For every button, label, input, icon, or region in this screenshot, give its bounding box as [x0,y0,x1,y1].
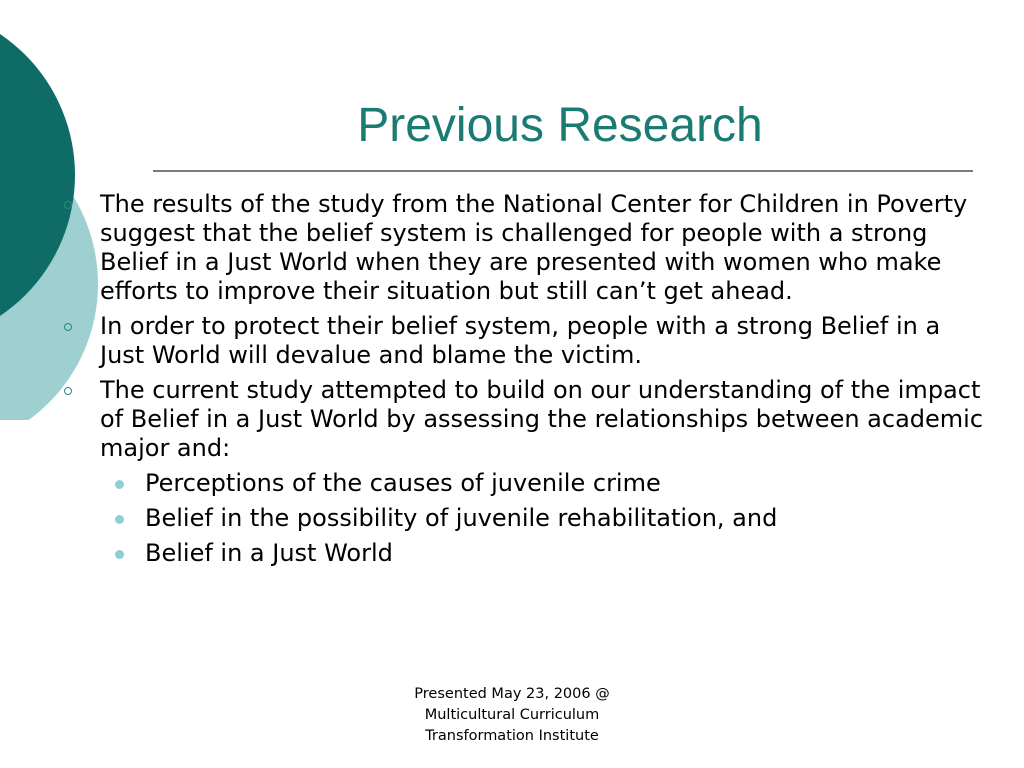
hollow-circle-bullet-icon [64,201,72,209]
footer-line: Multicultural Curriculum [424,707,600,723]
sub-bullet-text: Belief in the possibility of juvenile rehabilitation, and [145,504,778,532]
sub-bullet-text: Perceptions of the causes of juvenile crime [145,469,661,497]
bullet-text: In order to protect their belief system, people with a strong Belief in a Just World will devalue and blame the victim. [100,312,941,369]
footer-line: Transformation Institute [425,728,599,744]
sub-bullet-text: Belief in a Just World [145,539,393,567]
filled-dot-bullet-icon [115,550,124,559]
sub-bullet-item [56,504,986,533]
bullet-item [56,376,986,463]
sub-bullet-item [56,539,986,568]
bullet-item [56,312,986,370]
bullet-item [56,190,986,306]
slide-footer [362,684,662,747]
title-divider [153,170,973,172]
bullet-text: The current study attempted to build on our understanding of the impact of Belief in a Just World by assessing the relationships between academic major and: [100,376,984,462]
slide-content [56,190,986,574]
footer-line: Presented May 23, 2006 @ [414,686,610,702]
slide-title: Previous Research [357,99,763,152]
hollow-circle-bullet-icon [64,387,72,395]
sub-bullet-item [56,469,986,498]
bullet-text: The results of the study from the National Center for Children in Poverty suggest that the belief system is challenged for people with a strong Belief in a Just World when they are presented with women who make efforts to improve their situation but still can’t get ahead. [100,190,968,305]
hollow-circle-bullet-icon [64,323,72,331]
filled-dot-bullet-icon [115,480,124,489]
filled-dot-bullet-icon [115,515,124,524]
sub-bullet-list [56,469,986,568]
